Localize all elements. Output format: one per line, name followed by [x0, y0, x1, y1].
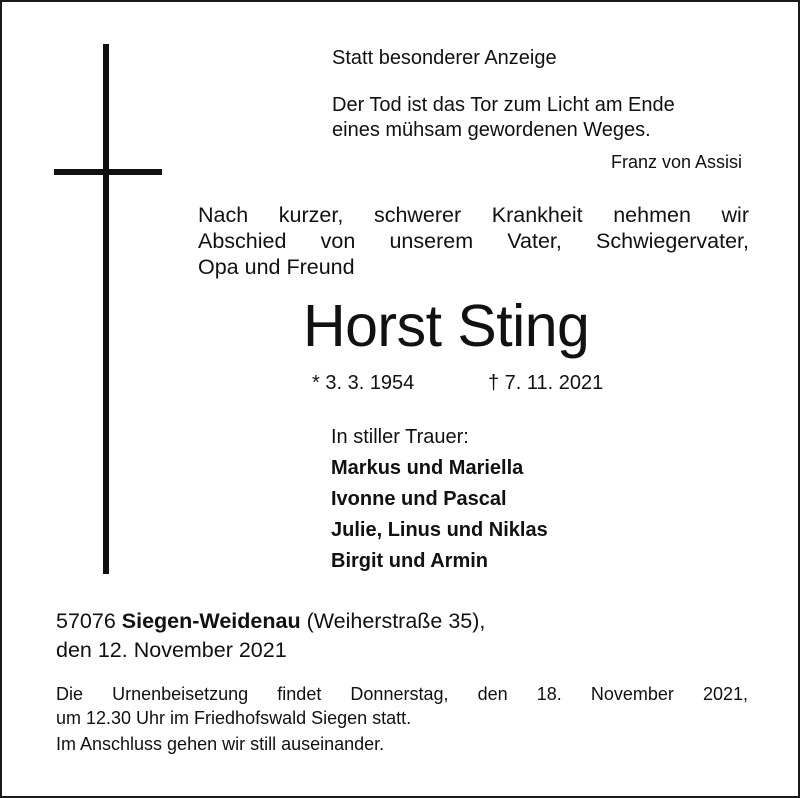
burial-notice: [56, 682, 748, 730]
notice-line-1: Die Urnenbeisetzung findet Donnerstag, den 18. November 2021,: [56, 684, 748, 704]
intro-line-2: Abschied von unserem Vater, Schwiegervater,: [198, 229, 749, 253]
notice-line-2: um 12.30 Uhr im Friedhofswald Siegen statt.: [56, 708, 412, 728]
quote-line-2: eines mühsam gewordenen Weges.: [332, 119, 651, 141]
birth-date: * 3. 3. 1954: [312, 372, 415, 394]
address-date: den 12. November 2021: [56, 638, 287, 662]
deceased-name: Horst Sting: [303, 293, 590, 359]
intro-line-1: Nach kurzer, schwerer Krankheit nehmen wir: [198, 203, 749, 227]
mourner-name: Ivonne und Pascal: [331, 488, 507, 510]
death-date: † 7. 11. 2021: [488, 372, 604, 394]
quote-line-1: Der Tod ist das Tor zum Licht am Ende: [332, 94, 675, 116]
mourner-name: Birgit und Armin: [331, 550, 489, 572]
header-text: Statt besonderer Anzeige: [332, 47, 557, 69]
intro-paragraph: [198, 202, 749, 280]
address-street: (Weiherstraße 35),: [306, 609, 486, 633]
address-postcode: 57076: [56, 609, 116, 633]
mourner-name: Markus und Mariella: [331, 457, 524, 479]
intro-line-3: Opa und Freund: [198, 255, 355, 279]
notice-line-3: Im Anschluss gehen wir still auseinander.: [56, 734, 385, 754]
mourner-name: Julie, Linus und Niklas: [331, 519, 548, 541]
cross-icon-vertical-bar: [103, 44, 109, 574]
cross-icon-horizontal-bar: [54, 169, 162, 175]
mourners-label: In stiller Trauer:: [331, 426, 469, 448]
address-line: [56, 611, 485, 633]
address-city: Siegen-Weidenau: [121, 609, 301, 633]
quote-author: Franz von Assisi: [610, 152, 742, 172]
